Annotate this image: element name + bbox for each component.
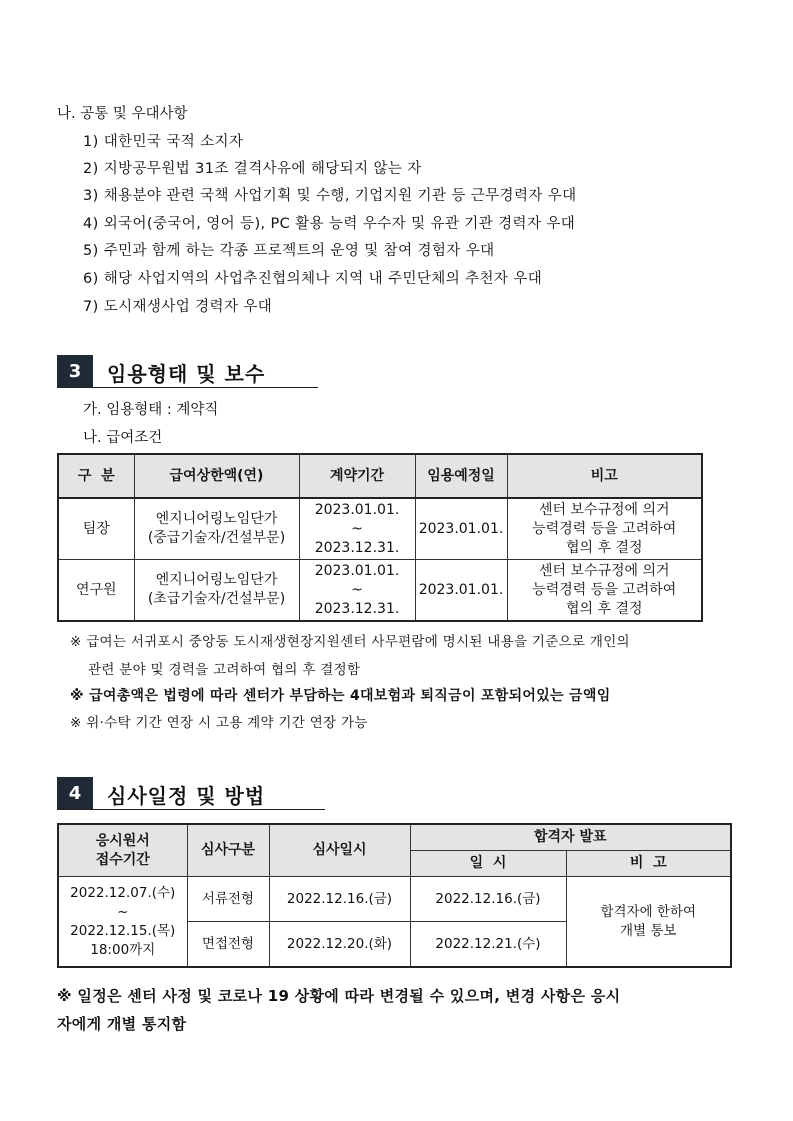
start-date-cell: 2023.01.01. [415, 498, 507, 560]
col-header-screening-type: 심사구분 [187, 824, 269, 877]
period-end: 2023.12.31. [314, 539, 400, 556]
announce-date-cell: 2022.12.21.(수) [410, 922, 566, 968]
apply-time: 18:00까지 [90, 941, 156, 958]
common-heading: 나. 공통 및 우대사항 [57, 106, 188, 122]
note-line: 능력경력 등을 고려하여 [532, 520, 677, 537]
salary-heading: 나. 급여조건 [83, 430, 163, 446]
salary-total-note: ※ 급여총액은 법령에 따라 센터가 부담하는 4대보험과 퇴직금이 포함되어있는 금액임 [70, 688, 611, 704]
section-title: 임용형태 및 보수 [107, 362, 266, 386]
table-row [58, 877, 731, 922]
table-row [58, 560, 702, 622]
list-item: 4) 외국어(중국어, 영어 등), PC 활용 능력 우수자 및 유관 기관 경력자 우대 [83, 216, 576, 232]
application-period-cell [58, 877, 187, 968]
section-number-badge: 3 [57, 355, 93, 387]
salary-line: 엔지니어링노임단가 [155, 572, 278, 588]
note-line: 능력경력 등을 고려하여 [532, 581, 677, 598]
employment-type: 가. 임용형태 : 계약직 [83, 402, 219, 418]
screening-datetime-cell: 2022.12.20.(화) [269, 922, 410, 968]
section4-heading [57, 777, 325, 810]
period-cell [299, 560, 415, 622]
remarks-line: 합격자에 한하여 [600, 903, 697, 920]
contract-extension-note: ※ 위·수탁 기간 연장 시 고용 계약 기간 연장 가능 [70, 715, 368, 731]
section3-heading [57, 355, 318, 388]
announce-date-cell: 2022.12.16.(금) [410, 877, 566, 922]
col-header-period: 계약기간 [299, 454, 415, 498]
list-item: 1) 대한민국 국적 소지자 [83, 134, 244, 150]
list-item: 7) 도시재생사업 경력자 우대 [83, 299, 273, 315]
section-title: 심사일정 및 방법 [107, 784, 266, 808]
screening-type-cell: 서류전형 [187, 877, 269, 922]
header-line: 응시원서 [95, 832, 150, 849]
col-header-note: 비고 [507, 454, 702, 498]
note-line: 협의 후 결정 [565, 600, 643, 617]
note-line: 센터 보수규정에 의거 [538, 562, 670, 579]
salary-line: (초급기술자/건설부문) [147, 591, 286, 607]
period-start: 2023.01.01. [314, 501, 400, 518]
screening-type-cell: 면접전형 [187, 922, 269, 968]
period-end: 2023.12.31. [314, 600, 400, 617]
salary-note-continued: 관련 분야 및 경력을 고려하여 협의 후 결정함 [88, 662, 361, 678]
remarks-line: 개별 통보 [620, 922, 677, 939]
screening-datetime-cell: 2022.12.16.(금) [269, 877, 410, 922]
salary-note: ※ 급여는 서귀포시 중앙동 도시재생현장지원센터 사무편람에 명시된 내용을 기준으로 개인의 [70, 634, 630, 650]
schedule-table [57, 823, 732, 968]
table-header-row [58, 454, 702, 498]
list-item: 5) 주민과 함께 하는 각종 프로젝트의 운영 및 참여 경험자 우대 [83, 243, 495, 259]
role-cell: 연구원 [58, 560, 134, 622]
col-header-salary: 급여상한액(연) [134, 454, 299, 498]
period-separator: ~ [351, 520, 363, 537]
col-header-remarks: 비 고 [566, 851, 731, 877]
note-line: 협의 후 결정 [565, 539, 643, 556]
note-cell [507, 560, 702, 622]
col-header-screening-datetime: 심사일시 [269, 824, 410, 877]
period-cell [299, 498, 415, 560]
apply-end: 2022.12.15.(목) [70, 922, 176, 939]
note-cell [507, 498, 702, 560]
remarks-cell [566, 877, 731, 968]
col-header-announce-date: 일 시 [410, 851, 566, 877]
salary-cell [134, 560, 299, 622]
list-item: 6) 해당 사업지역의 사업추진협의체나 지역 내 주민단체의 추천자 우대 [83, 271, 543, 287]
col-header-start-date: 임용예정일 [415, 454, 507, 498]
schedule-notice: ※ 일정은 센터 사정 및 코로나 19 상황에 따라 변경될 수 있으며, 변경 사항은 응시 [57, 987, 621, 1005]
salary-table [57, 453, 703, 622]
list-item: 3) 채용분야 관련 국책 사업기획 및 수행, 기업지원 기관 등 근무경력자 우대 [83, 188, 577, 204]
note-line: 센터 보수규정에 의거 [538, 501, 670, 518]
period-start: 2023.01.01. [314, 562, 400, 579]
list-item: 2) 지방공무원법 31조 결격사유에 해당되지 않는 자 [83, 161, 422, 177]
period-separator: ~ [351, 581, 363, 598]
table-header-row [58, 824, 731, 851]
header-line: 접수기간 [95, 851, 150, 868]
salary-cell [134, 498, 299, 560]
table-row [58, 498, 702, 560]
col-header-announcement: 합격자 발표 [410, 824, 731, 851]
role-cell: 팀장 [58, 498, 134, 560]
salary-line: (중급기술자/건설부문) [147, 530, 286, 546]
apply-separator: ~ [117, 903, 129, 920]
schedule-notice-continued: 자에게 개별 통지함 [57, 1015, 187, 1033]
apply-start: 2022.12.07.(수) [70, 884, 176, 901]
col-header-application-period [58, 824, 187, 877]
col-header-category: 구 분 [58, 454, 134, 498]
start-date-cell: 2023.01.01. [415, 560, 507, 622]
salary-line: 엔지니어링노임단가 [155, 511, 278, 527]
section-number-badge: 4 [57, 777, 93, 809]
